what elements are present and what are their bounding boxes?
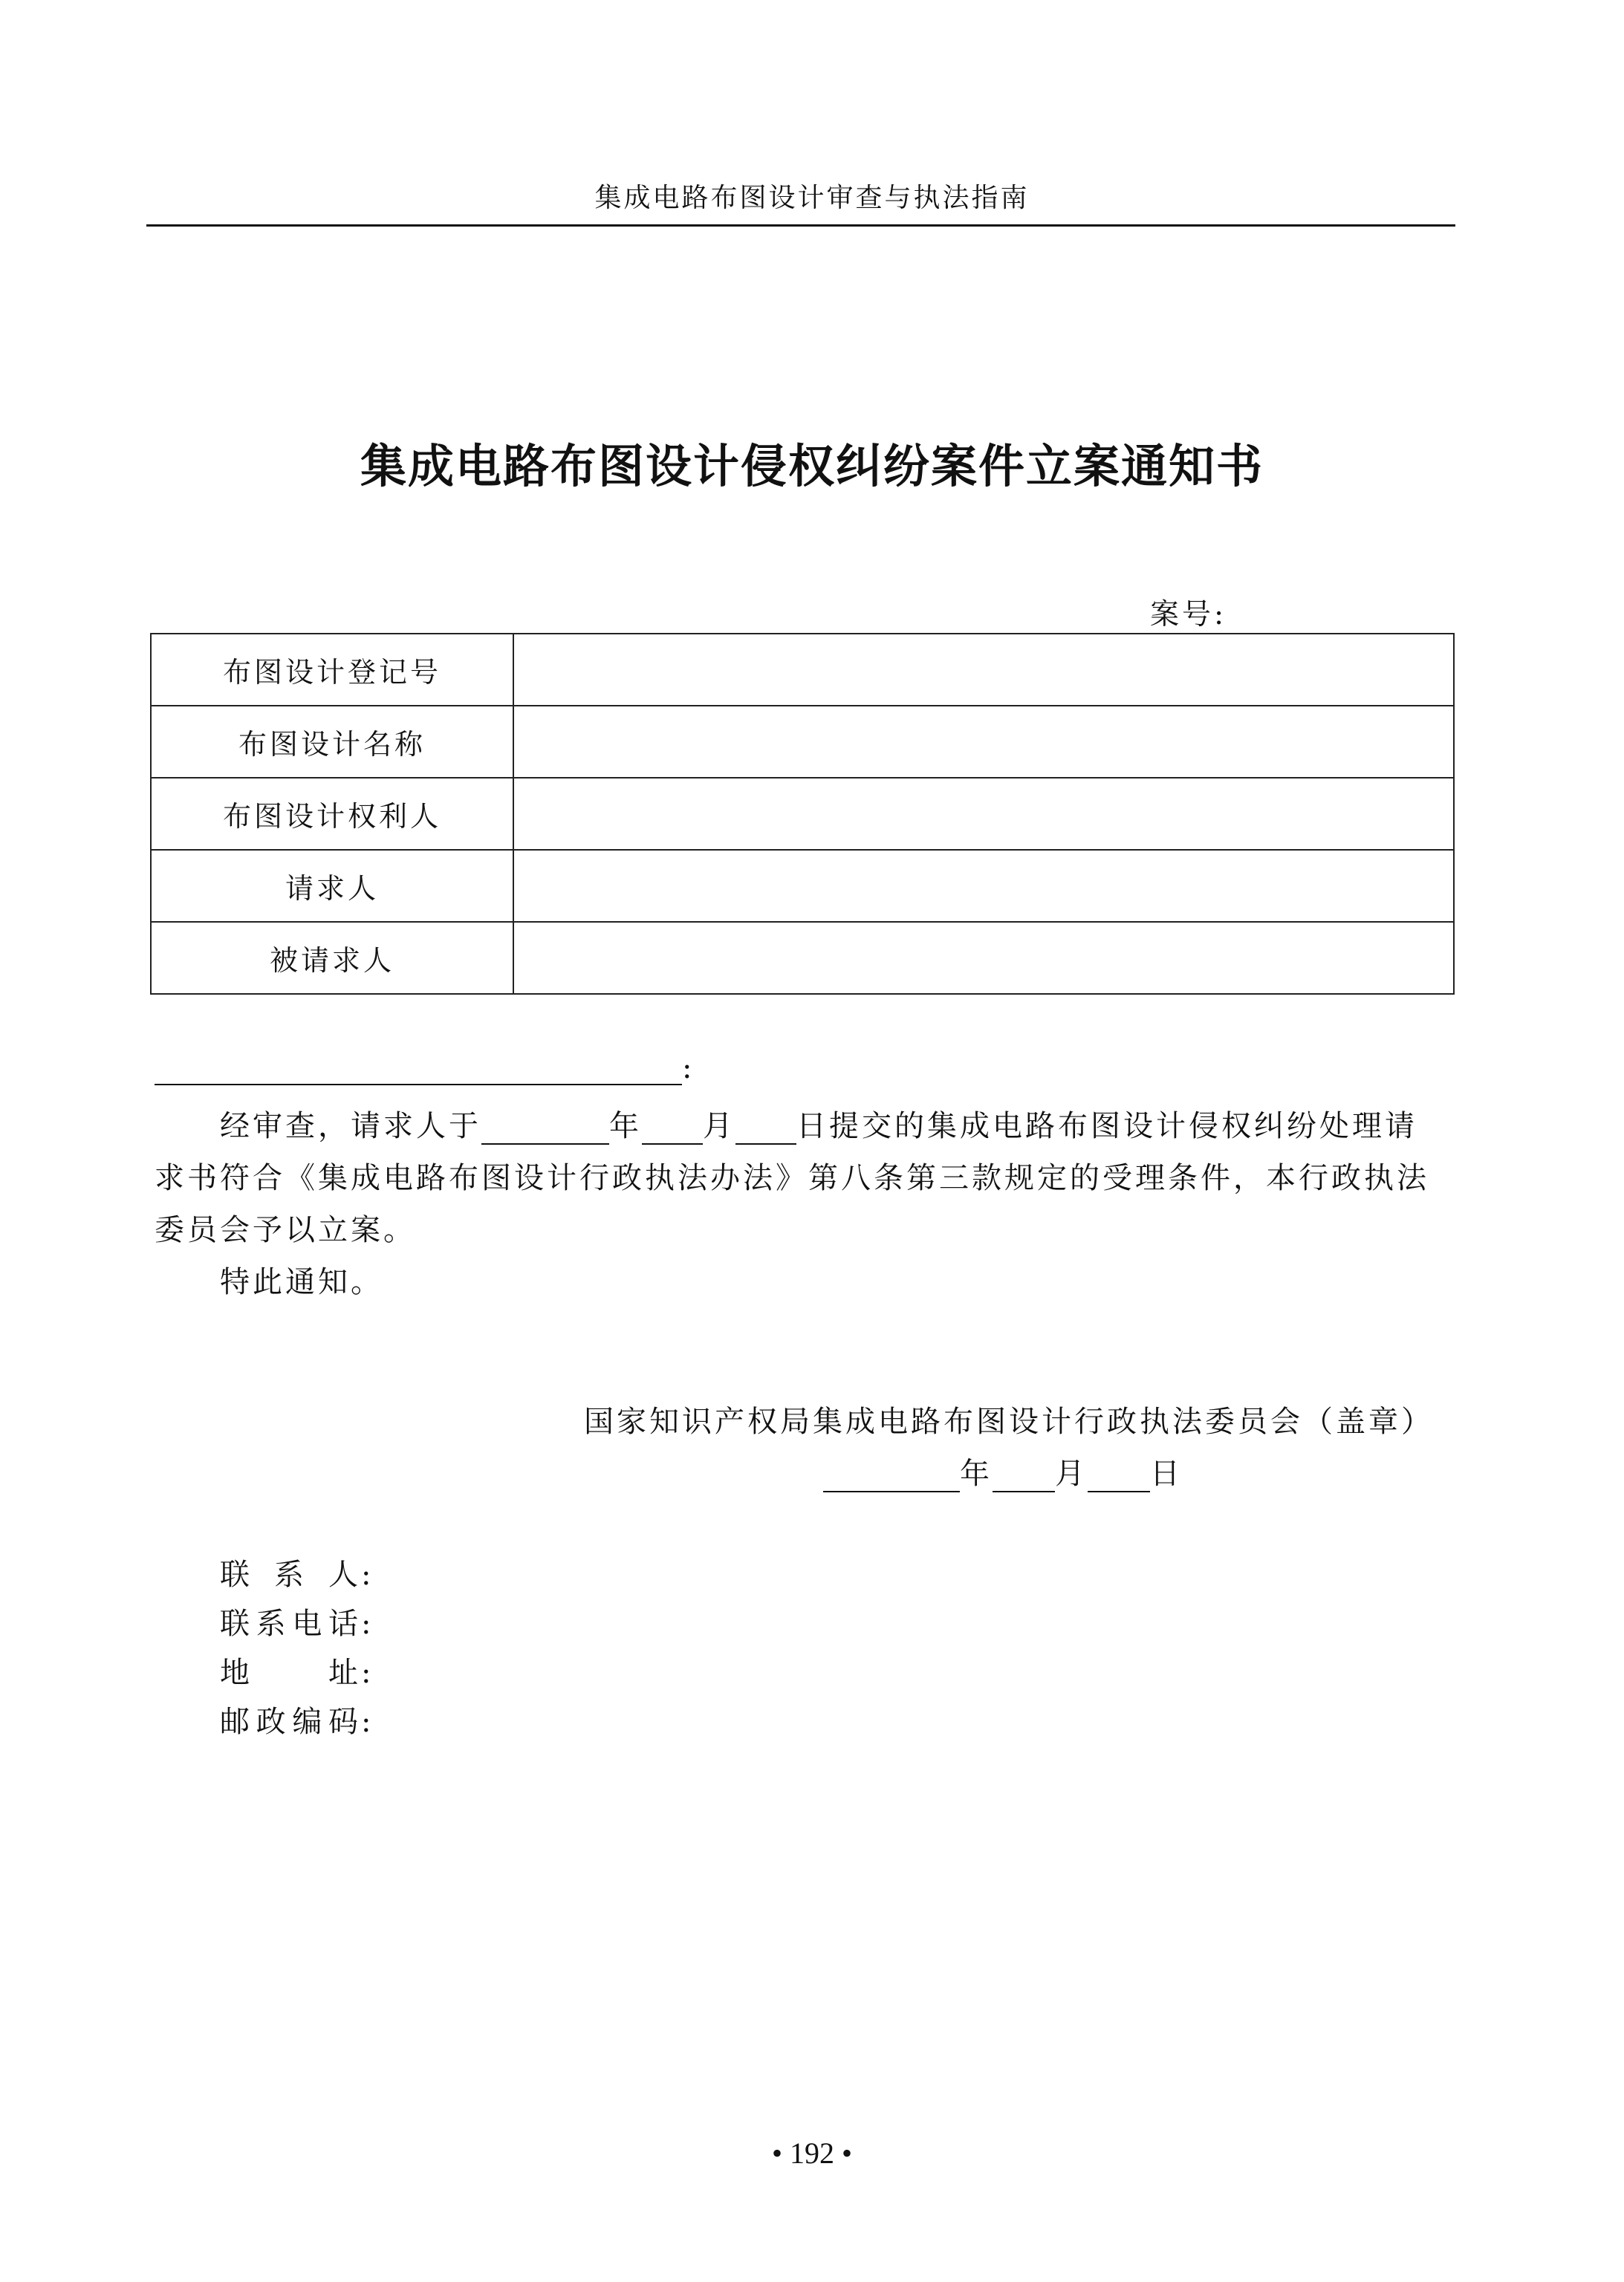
- signature-blank-month: [993, 1461, 1055, 1492]
- body-line1-prefix: 经审查，请求人于: [220, 1109, 481, 1143]
- contact-address-colon: :: [361, 1656, 374, 1690]
- row-label-registration-number: 布图设计登记号: [151, 634, 513, 706]
- table-row: [151, 922, 1454, 994]
- contact-address: [220, 1649, 374, 1691]
- row-value-requester: [513, 850, 1454, 922]
- row-value-right-holder: [513, 778, 1454, 850]
- row-label-right-holder: 布图设计权利人: [151, 778, 513, 850]
- table-row: [151, 778, 1454, 850]
- case-number-label: 案号:: [1150, 598, 1227, 631]
- contact-postcode-label: 邮政编码: [220, 1705, 361, 1739]
- table-row: [151, 850, 1454, 922]
- header-rule: [146, 224, 1455, 227]
- row-label-respondent: 被请求人: [151, 922, 513, 994]
- contact-phone-label: 联系电话: [220, 1607, 361, 1641]
- body-year: 年: [609, 1109, 642, 1143]
- signature-year: 年: [960, 1457, 993, 1491]
- date-blank-year: [481, 1114, 609, 1145]
- signature-blank-day: [1088, 1461, 1150, 1492]
- body-line-2: 求书符合《集成电路布图设计行政执法办法》第八条第三款规定的受理条件，本行政执法: [155, 1161, 1429, 1195]
- row-value-design-name: [513, 706, 1454, 778]
- row-value-registration-number: [513, 634, 1454, 706]
- body-line-1: [220, 1102, 1417, 1145]
- date-blank-month: [642, 1114, 703, 1145]
- table-row: [151, 634, 1454, 706]
- running-header: 集成电路布图设计审查与执法指南: [594, 183, 1030, 213]
- contact-phone-colon: :: [361, 1607, 374, 1641]
- body-month: 月: [703, 1109, 735, 1143]
- contact-phone: [220, 1600, 374, 1642]
- contact-address-label: 地址: [220, 1656, 361, 1690]
- contact-postcode-colon: :: [361, 1705, 374, 1739]
- page-number: • 192 •: [771, 2136, 852, 2170]
- signature-month: 月: [1055, 1457, 1088, 1491]
- addressee-line: [155, 1051, 692, 1085]
- table-row: [151, 706, 1454, 778]
- signature-blank-year: [823, 1461, 960, 1492]
- row-label-requester: 请求人: [151, 850, 513, 922]
- row-label-design-name: 布图设计名称: [151, 706, 513, 778]
- signature-day: 日: [1150, 1457, 1183, 1491]
- signature-date: [823, 1450, 1183, 1492]
- closing-line: 特此通知。: [220, 1265, 383, 1299]
- signature-organization: 国家知识产权局集成电路布图设计行政执法委员会（盖章）: [584, 1405, 1434, 1439]
- contact-person-label: 联系人: [220, 1558, 361, 1592]
- addressee-blank: [155, 1056, 682, 1085]
- document-title: 集成电路布图设计侵权纠纷案件立案通知书: [360, 439, 1264, 493]
- body-line-3: 委员会予以立案。: [155, 1213, 416, 1247]
- date-blank-day: [735, 1114, 796, 1145]
- contact-person-colon: :: [361, 1558, 374, 1592]
- contact-postcode: [220, 1698, 374, 1740]
- contact-person: [220, 1551, 374, 1593]
- body-line1-suffix: 日提交的集成电路布图设计侵权纠纷处理请: [796, 1109, 1417, 1143]
- addressee-colon: :: [682, 1051, 692, 1085]
- row-value-respondent: [513, 922, 1454, 994]
- case-info-table: [150, 633, 1455, 995]
